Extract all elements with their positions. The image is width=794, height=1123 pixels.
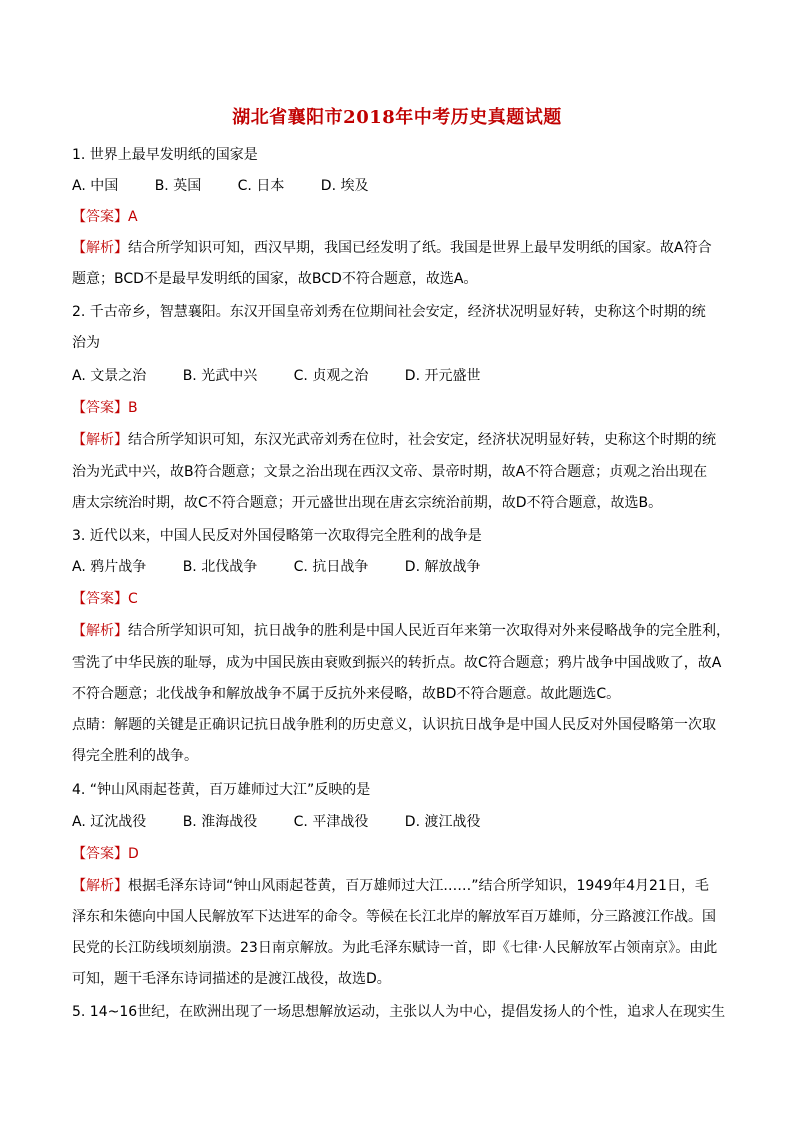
analysis-tag: 【解析】 bbox=[72, 432, 128, 448]
q3-stem: 3. 近代以来，中国人民反对外国侵略第一次取得完全胜利的战争是 bbox=[72, 528, 482, 544]
q2-analysis-line-3: 唐太宗统治时期，故C不符合题意；开元盛世出现在唐玄宗统治前期，故D不符合题意，故选B。 bbox=[72, 495, 663, 511]
answer-value: C bbox=[128, 591, 138, 607]
analysis-tag: 【解析】 bbox=[72, 623, 128, 639]
q4-option-d: D. 渡江战役 bbox=[404, 814, 481, 830]
q1-option-b: B. 英国 bbox=[154, 178, 202, 194]
analysis-text: 结合所学知识可知，东汉光武帝刘秀在位时，社会安定，经济状况明显好转，史称这个时期的统 bbox=[128, 432, 716, 448]
q1-analysis-line-2: 题意；BCD不是最早发明纸的国家，故BCD不符合题意，故选A。 bbox=[72, 271, 478, 287]
q3-answer bbox=[72, 589, 732, 609]
q2-stem-line-1: 2. 千古帝乡，智慧襄阳。东汉开国皇帝刘秀在位期间社会安定，经济状况明显好转，史称这个时期的统 bbox=[72, 304, 706, 320]
q4-analysis-line-1 bbox=[72, 876, 732, 896]
q5-stem-line-1: 5. 14~16世纪，在欧洲出现了一场思想解放运动，主张以人为中心，提倡发扬人的个性，追求人在现实生 bbox=[72, 1004, 726, 1020]
q1-option-d: D. 埃及 bbox=[320, 178, 369, 194]
q1-stem: 1. 世界上最早发明纸的国家是 bbox=[72, 147, 258, 163]
answer-tag: 【答案】 bbox=[72, 591, 128, 607]
analysis-text: 结合所学知识可知，西汉早期，我国已经发明了纸。我国是世界上最早发明纸的国家。故A符合 bbox=[128, 240, 712, 256]
q4-option-a: A. 辽沈战役 bbox=[72, 814, 147, 830]
answer-value: A bbox=[128, 209, 138, 225]
analysis-text: 结合所学知识可知，抗日战争的胜利是中国人民近百年来第一次取得对外来侵略战争的完全胜利， bbox=[128, 623, 730, 639]
q3-option-c: C. 抗日战争 bbox=[293, 559, 369, 575]
q3-option-d: D. 解放战争 bbox=[404, 559, 481, 575]
q3-analysis-line-1 bbox=[72, 621, 732, 641]
q1-option-a: A. 中国 bbox=[72, 178, 119, 194]
q2-stem-line-2: 治为 bbox=[72, 335, 100, 351]
q4-option-b: B. 淮海战役 bbox=[182, 814, 258, 830]
q3-options bbox=[72, 557, 732, 577]
q4-analysis-line-2: 泽东和朱德向中国人民解放军下达进军的命令。等候在长江北岸的解放军百万雄师，分三路渡江作战。国 bbox=[72, 909, 716, 925]
q1-option-c: C. 日本 bbox=[237, 178, 285, 194]
q3-option-b: B. 北伐战争 bbox=[182, 559, 258, 575]
q3-analysis-line-2: 雪洗了中华民族的耻辱，成为中国民族由衰败到振兴的转折点。故C符合题意；鸦片战争中国战败了，故A bbox=[72, 655, 722, 671]
q4-options bbox=[72, 812, 732, 832]
q4-analysis-line-4: 可知，题干毛泽东诗词描述的是渡江战役，故选D。 bbox=[72, 971, 391, 987]
q2-options bbox=[72, 366, 732, 386]
q2-option-d: D. 开元盛世 bbox=[404, 368, 481, 384]
q1-options bbox=[72, 176, 732, 196]
q2-option-c: C. 贞观之治 bbox=[293, 368, 369, 384]
q1-answer bbox=[72, 207, 732, 227]
answer-value: B bbox=[128, 400, 138, 416]
q4-stem: 4. “钟山风雨起苍黄，百万雄师过大江”反映的是 bbox=[72, 782, 371, 798]
q2-analysis-line-2: 治为光武中兴，故B符合题意；文景之治出现在西汉文帝、景帝时期，故A不符合题意；贞观之治出现在 bbox=[72, 464, 708, 480]
answer-tag: 【答案】 bbox=[72, 209, 128, 225]
analysis-tag: 【解析】 bbox=[72, 878, 128, 894]
q3-option-a: A. 鸦片战争 bbox=[72, 559, 147, 575]
q3-tip-line-1: 点睛：解题的关键是正确识记抗日战争胜利的历史意义，认识抗日战争是中国人民反对外国侵略第一次取 bbox=[72, 717, 716, 733]
analysis-text: 根据毛泽东诗词“钟山风雨起苍黄，百万雄师过大江……”结合所学知识，1949年4月21日，毛 bbox=[128, 878, 709, 894]
q3-tip-line-2: 得完全胜利的战争。 bbox=[72, 748, 198, 764]
q2-answer bbox=[72, 398, 732, 418]
q4-answer bbox=[72, 844, 732, 864]
answer-tag: 【答案】 bbox=[72, 846, 128, 862]
answer-tag: 【答案】 bbox=[72, 400, 128, 416]
page-title: 湖北省襄阳市2018年中考历史真题试题 bbox=[232, 107, 562, 128]
q4-analysis-line-3: 民党的长江防线顷刻崩溃。23日南京解放。为此毛泽东赋诗一首，即《七律·人民解放军占领南京》。由此 bbox=[72, 940, 718, 956]
q2-analysis-line-1 bbox=[72, 430, 732, 450]
answer-value: D bbox=[128, 846, 139, 862]
q3-analysis-line-3: 不符合题意；北伐战争和解放战争不属于反抗外来侵略，故BD不符合题意。故此题选C。 bbox=[72, 686, 621, 702]
q1-analysis-line-1 bbox=[72, 238, 732, 258]
analysis-tag: 【解析】 bbox=[72, 240, 128, 256]
q2-option-a: A. 文景之治 bbox=[72, 368, 147, 384]
q2-option-b: B. 光武中兴 bbox=[182, 368, 258, 384]
q4-option-c: C. 平津战役 bbox=[293, 814, 369, 830]
